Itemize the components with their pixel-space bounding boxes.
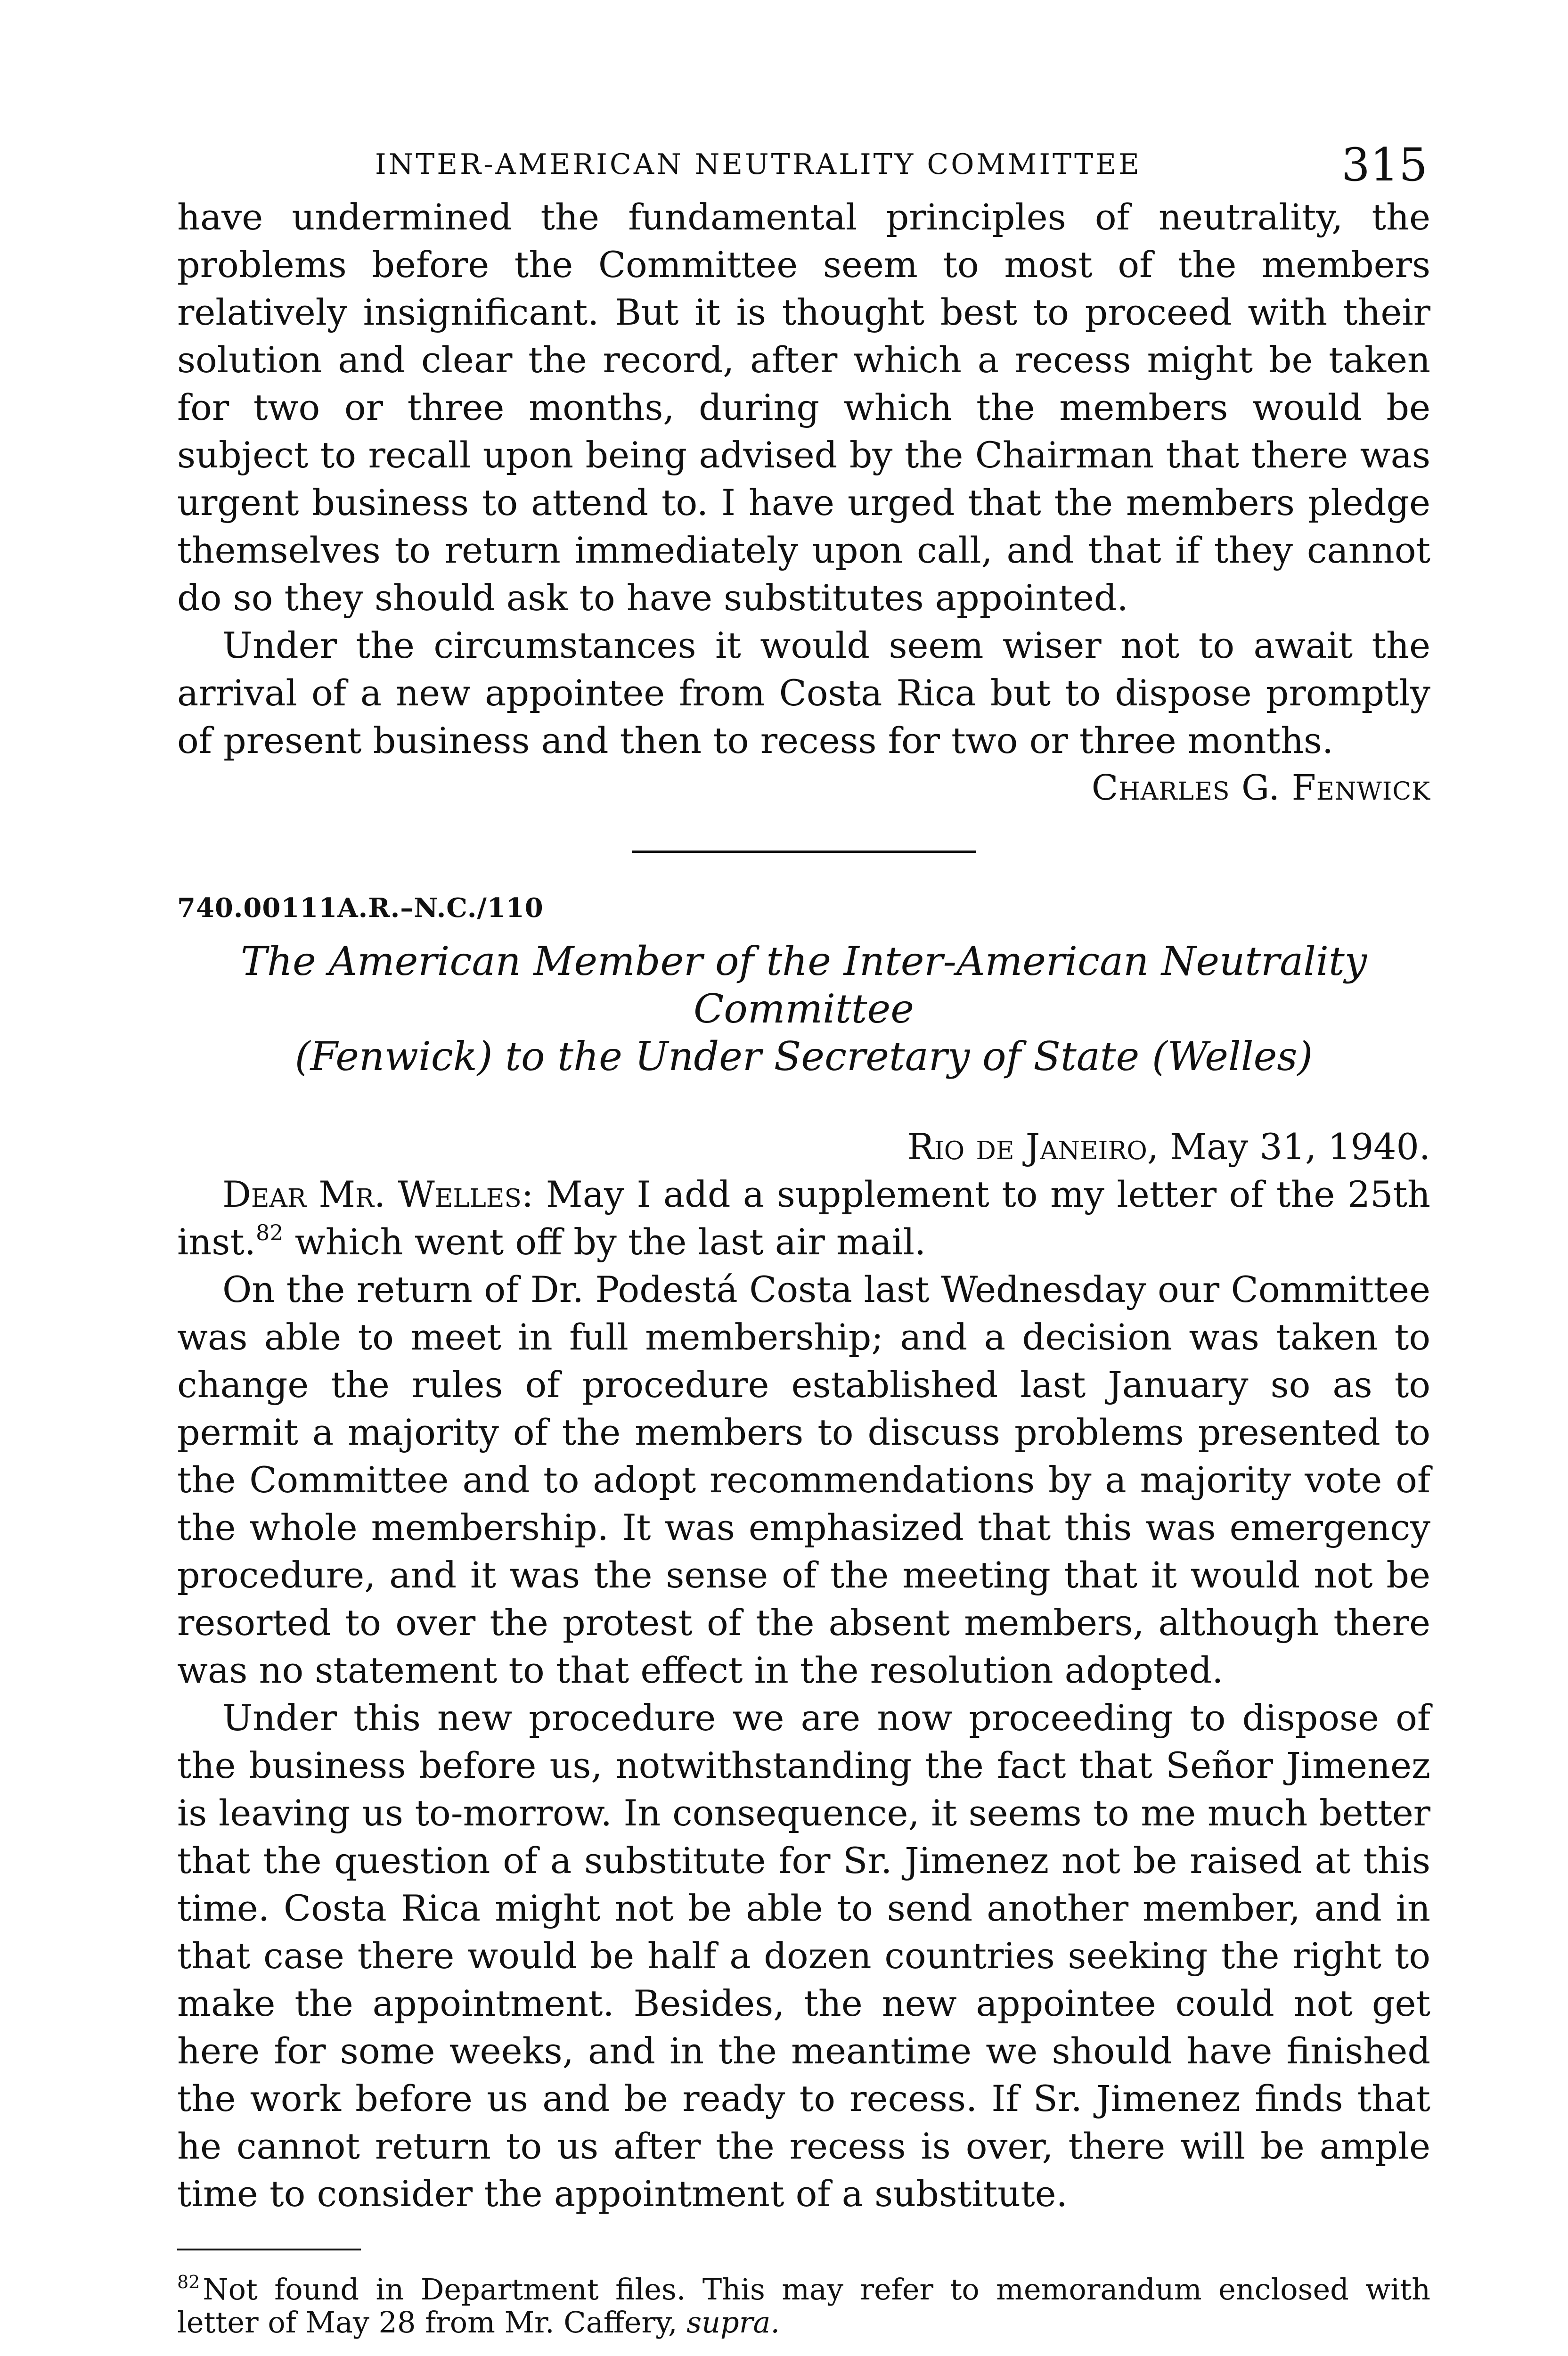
dateline-place: Rio de Janeiro, — [907, 1126, 1159, 1168]
continuation-paragraph: have undermined the fundamental principles of neutrality, the problems before the Committee seem to most of the members relatively insignificant. But it is thought best to proceed with their solution and clear the record, after which a recess might be taken for two or three months, during which the members would be subject to recall upon being advised by the Chairman that there was urgent business to attend to. I have urged that the members pledge themselves to return immediately upon call, and that if they cannot do so they should ask to have substitutes appointed. — [177, 196, 1430, 619]
letter-paragraph-2: On the return of Dr. Podestá Costa last Wednesday our Committee was able to meet in full membership; and a decision was taken to change the rules of procedure established last January so as to permit a majority of the members to discuss problems presented to the Committee and to adopt recommendations by a majority vote of the whole membership. It was emphasized that this was emergency procedure, and it was the sense of the meeting that it would not be resorted to over the protest of the absent members, although there was no statement to that effect in the resolution adopted. — [177, 1268, 1430, 1691]
previous-letter-continuation — [177, 193, 1430, 812]
continuation-paragraph-2: Under the circumstances it would seem wiser not to await the arrival of a new appointee from Costa Rica but to dispose promptly of present business and then to recess for two or three months. — [177, 624, 1430, 761]
document-title-line-2: (Fenwick) to the Under Secretary of State (Welles) — [294, 1033, 1313, 1080]
footnote — [177, 2273, 1430, 2339]
letter-paragraph-3: Under this new procedure we are now proceeding to dispose of the business before us, notwithstanding the fact that Señor Jimenez is leaving us to-morrow. In consequence, it seems to me much better that the question of a substitute for Sr. Jimenez not be raised at this time. Costa Rica might not be able to send another member, and in that case there would be half a dozen countries seeking the right to make the appointment. Besides, the new appointee could not get here for some weeks, and in the meantime we should have finished the work before us and be ready to recess. If Sr. Jimenez finds that he cannot return to us after the recess is over, there will be ample time to consider the appointment of a substitute. — [177, 1697, 1430, 2215]
footnote-italic: supra. — [686, 2305, 780, 2340]
dateline-date: May 31, 1940. — [1170, 1126, 1430, 1168]
paragraph-1-start: May I add a supplement to my letter of the 25th inst. — [177, 1173, 1431, 1263]
salutation: Dear Mr. Welles — [222, 1173, 522, 1215]
document-title — [177, 938, 1430, 1080]
footnote-marker: 82 — [177, 2272, 200, 2292]
footnote-reference: 82 — [255, 1220, 284, 1245]
page-number: 315 — [1341, 139, 1428, 191]
footnote-rule — [177, 2249, 361, 2250]
salutation-punctuation: : — [521, 1173, 534, 1215]
letter-body — [177, 1170, 1430, 2217]
letter-paragraph-1 — [177, 1170, 1430, 1266]
page-header — [177, 141, 1430, 193]
paragraph-1-end: which went off by the last air mail. — [294, 1221, 926, 1263]
running-title: INTER-AMERICAN NEUTRALITY COMMITTEE — [375, 148, 1142, 181]
file-number: 740.00111A.R.–N.C./110 — [177, 892, 544, 924]
section-divider — [632, 851, 976, 853]
signature: Charles G. Fenwick — [1091, 768, 1430, 808]
document-page — [177, 141, 1430, 2339]
footnote-text: Not found in Department files. This may refer to memorandum enclosed with letter of May 28 from Mr. Caffery, — [177, 2272, 1430, 2340]
document-title-line-1: The American Member of the Inter-American Neutrality Committee — [240, 938, 1367, 1032]
dateline — [177, 1123, 1430, 1170]
